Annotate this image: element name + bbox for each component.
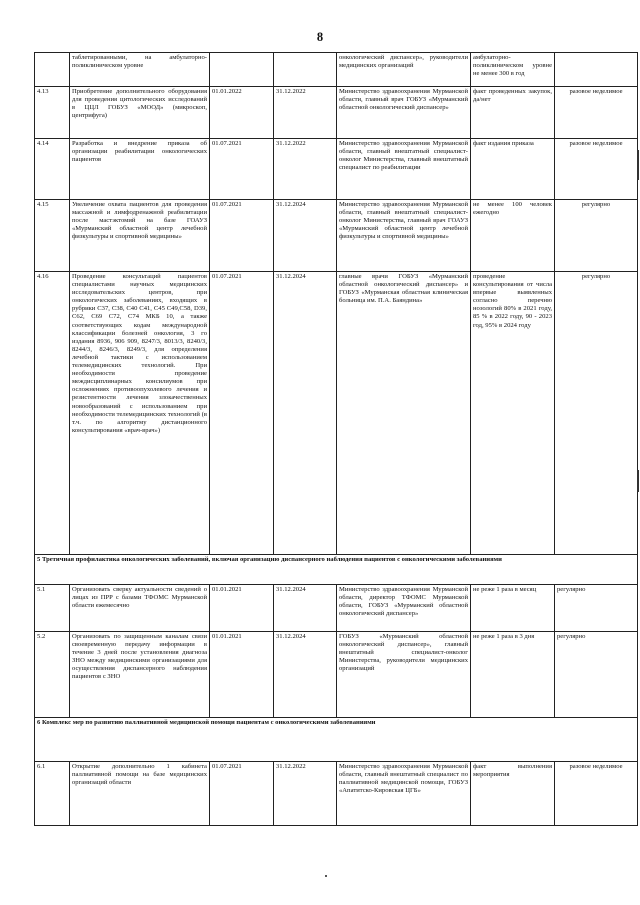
end-date-cell: 31.12.2024: [274, 632, 337, 718]
start-date-cell: 01.01.2022: [210, 87, 274, 139]
activity-cell: Разработка и внедрение приказа об организации реабилитации онкологических пациентов: [70, 139, 210, 200]
start-date-cell: 01.07.2021: [210, 139, 274, 200]
start-date-cell: 01.07.2021: [210, 272, 274, 555]
type-cell: регулярно: [555, 200, 638, 272]
responsible-cell: онкологический диспансер», руководители медицинских организаций: [337, 53, 471, 87]
indicator-cell: не менее 100 человек ежегодно: [471, 200, 555, 272]
activity-cell: Проведение консультаций пациентов специалистами научных медицинских исследовательских центров, при онкологических заболеваниях, входящих в рубрики С37, С38, С40 С41, С45 С49,С58, D39, С62, С69 С72, С74 МКБ 10, а также соответствующих кодам международной классификации болезней онкология, 3 го издания 8936, 906 909, 8247/3, 8013/3, 8240/3, 8244/3, 8246/3, 8249/3, для определения лечебной тактики с использованием телемедицинских технологий. При необходимости проведение междисциплинарных консилиумов при осложнениях противоопухолевого лечения и резистентности лечения злокачественных новообразований с использованием при необходимости телемедицинских технологий (в т.ч. по алгоритму дистанционного консультирования «врач-врач»): [70, 272, 210, 555]
type-cell: разовое неделимое: [555, 139, 638, 200]
type-cell: [555, 53, 638, 87]
scan-edge-mark: [637, 470, 639, 492]
end-date-cell: [274, 53, 337, 87]
indicator-cell: не реже 1 раза в 3 дня: [471, 632, 555, 718]
activity-cell: Приобретение дополнительного оборудования для проведения цитологических исследований в ЦЦЛ ГОБУЗ «МООД» (микроскоп, центрифуга): [70, 87, 210, 139]
indicator-cell: проведение консультирования от числа впервые выявленных согласно перечню нозологий 80% в 2021 году, 85 % в 2022 году, 90 - 2023 год, 95% в 2024 году: [471, 272, 555, 555]
page-number: 8: [316, 30, 324, 44]
indicator-cell: факт издания приказа: [471, 139, 555, 200]
activity-cell: Организовать по защищенным каналам связи своевременную передачу информации в течение 3 дней после установления диагноза ЗНО между медицинскими организациями для осуществления диспансерного наблюдения пациентов с ЗНО: [70, 632, 210, 718]
indicator-cell: факт выполнения мероприятия: [471, 762, 555, 826]
row-number: 4.16: [35, 272, 70, 555]
scan-dot: [325, 875, 327, 877]
type-cell: регулярно: [555, 272, 638, 555]
type-cell: разовое неделимое: [555, 762, 638, 826]
responsible-cell: Министерство здравоохранения Мурманской области, главный врач ГОБУЗ «Мурманский областной онкологический диспансер»: [337, 87, 471, 139]
indicator-cell: амбулаторно-поликлиническом уровне не менее 300 в год: [471, 53, 555, 87]
table-row: [35, 632, 638, 718]
start-date-cell: 01.07.2021: [210, 200, 274, 272]
row-number: 4.14: [35, 139, 70, 200]
row-number: 5.1: [35, 585, 70, 632]
section-heading: 6 Комплекс мер по развитию паллиативной медицинской помощи пациентам с онкологическими заболеваниями: [35, 718, 638, 762]
table-row: [35, 585, 638, 632]
row-number: [35, 53, 70, 87]
type-cell: регулярно: [555, 632, 638, 718]
table-row: [35, 200, 638, 272]
responsible-cell: главные врачи ГОБУЗ «Мурманский областной онкологический диспансер» и ГОБУЗ «Мурманская областная клиническая больница им. П.А. Баяндина»: [337, 272, 471, 555]
start-date-cell: [210, 53, 274, 87]
responsible-cell: Министерство здравоохранения Мурманской области, главный внештатный специалист-онколог Министерства, главный врач ГОАУЗ «Мурманский областной центр лечебной физкультуры и спортивной медицины»: [337, 200, 471, 272]
type-cell: разовое неделимое: [555, 87, 638, 139]
row-number: 4.13: [35, 87, 70, 139]
end-date-cell: 31.12.2022: [274, 87, 337, 139]
end-date-cell: 31.12.2022: [274, 762, 337, 826]
activities-table: [34, 52, 638, 826]
table-row: [35, 53, 638, 87]
activity-cell: Открытие дополнительно 1 кабинета паллиативной помощи на базе медицинских организаций области: [70, 762, 210, 826]
table-row: [35, 139, 638, 200]
activity-cell: Увеличение охвата пациентов для проведения массажной и лимфодренажной реабилитации после мастэктомий на базе ГОАУЗ «Мурманский областной центр лечебной физкультуры и спортивной медицины»: [70, 200, 210, 272]
end-date-cell: 31.12.2024: [274, 200, 337, 272]
table-row: [35, 272, 638, 555]
start-date-cell: 01.01.2021: [210, 632, 274, 718]
table-row: [35, 762, 638, 826]
end-date-cell: 31.12.2024: [274, 585, 337, 632]
end-date-cell: 31.12.2024: [274, 272, 337, 555]
responsible-cell: ГОБУЗ «Мурманский областной онкологический диспансер», главный внештатный специалист-онколог Министерства, руководители медицинских организаций: [337, 632, 471, 718]
section-row: [35, 555, 638, 585]
end-date-cell: 31.12.2022: [274, 139, 337, 200]
section-row: [35, 718, 638, 762]
indicator-cell: не реже 1 раза в месяц: [471, 585, 555, 632]
type-cell: регулярно: [555, 585, 638, 632]
start-date-cell: 01.01.2021: [210, 585, 274, 632]
start-date-cell: 01.07.2021: [210, 762, 274, 826]
row-number: 6.1: [35, 762, 70, 826]
scan-edge-mark: [637, 150, 639, 180]
responsible-cell: Министерство здравоохранения Мурманской области, директор ТФОМС Мурманской области, ГОБУЗ «Мурманский областной онкологический диспансер»: [337, 585, 471, 632]
responsible-cell: Министерство здравоохранения Мурманской области, главный внештатный специалист-онколог Министерства, главный внештатный специалист по реабилитации: [337, 139, 471, 200]
activity-cell: таблетированными, на амбулаторно-поликлиническом уровне: [70, 53, 210, 87]
activity-cell: Организовать сверку актуальности сведений о лицах из ПРР с базами ТФОМС Мурманской области ежемесячно: [70, 585, 210, 632]
responsible-cell: Министерство здравоохранения Мурманской области, главный внештатный специалист по паллиативной медицинской помощи, ГОБУЗ «Апатитско-Кировская ЦГБ»: [337, 762, 471, 826]
row-number: 4.15: [35, 200, 70, 272]
row-number: 5.2: [35, 632, 70, 718]
table-row: [35, 87, 638, 139]
indicator-cell: факт проведенных закупок, да/нет: [471, 87, 555, 139]
section-heading: 5 Третичная профилактика онкологических заболеваний, включая организацию диспансерного наблюдения пациентов с онкологическими заболеваниями: [35, 555, 638, 585]
